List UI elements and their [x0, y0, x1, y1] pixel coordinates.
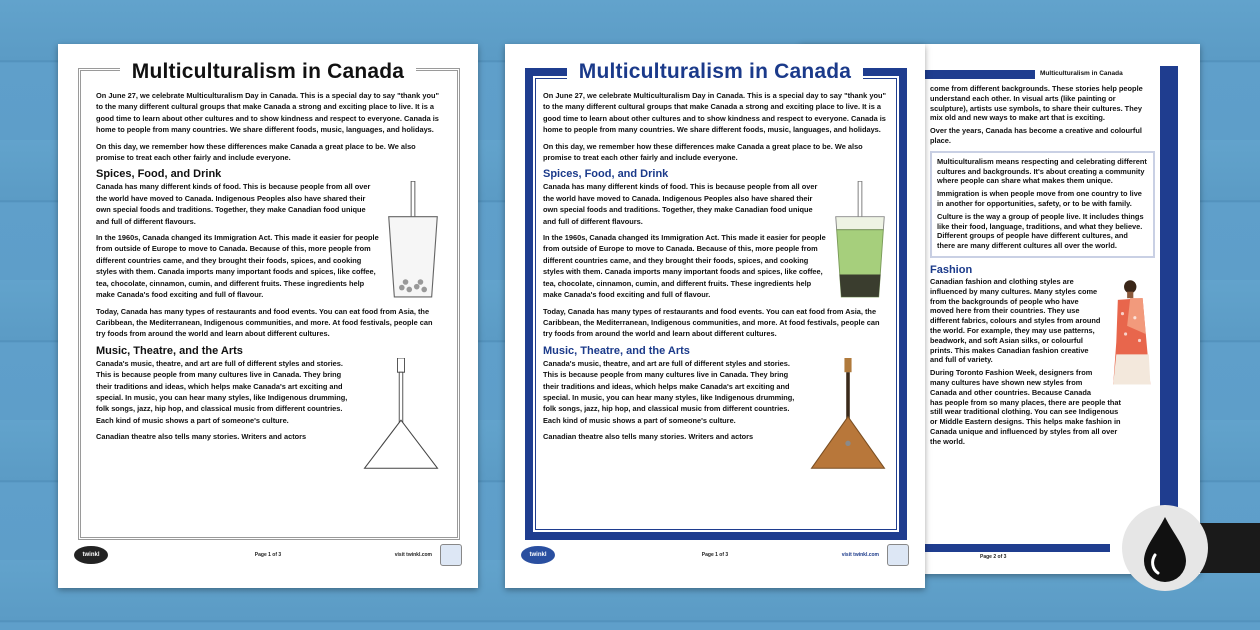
ink-saver-badge	[1122, 505, 1208, 591]
worksheet-page-1-bw	[58, 44, 478, 588]
page-title	[58, 60, 478, 84]
section-heading: Music, Theatre, and the Arts	[96, 344, 243, 357]
paragraph: Canadian theatre also tells many stories. Writers and actors	[96, 432, 307, 442]
page-text	[543, 90, 888, 474]
paragraph: Over the years, Canada has become a creative and colourful place.	[930, 126, 1142, 145]
paragraph: Canada has many different kinds of food. This is because people from all over the world have moved to Canada. Indigenous Peoples also have shared their own special foods and traditions. Together, they make Canadian food unique and full of different flavours.	[543, 182, 818, 226]
section-heading: Fashion	[930, 263, 973, 276]
running-title: Multiculturalism in Canada	[1040, 70, 1123, 77]
twinkl-logo: twinkl	[521, 546, 555, 564]
paragraph: Today, Canada has many types of restaurants and food events. You can eat food from Asia, the Caribbean, the Mediterranean, Indigenous communities, and more. At food festivals, people can try foods from around the world and learn about different cultures.	[96, 306, 433, 339]
balalaika-image	[361, 358, 441, 470]
section-heading: Spices, Food, and Drink	[543, 168, 669, 181]
worksheet-page-1-colour	[505, 44, 925, 588]
page-text	[96, 90, 441, 474]
sari-woman-image	[1107, 277, 1155, 387]
paragraph: In the 1960s, Canada changed its Immigration Act. This made it easier for people from outside of Europe to move to Canada. Because of this, more people from different countries came, and they brought their foods, spices, and cooking styles with them. Canada imports many important foods and spices, like coffee, tea, chocolate, cinnamon, cumin, and different fruits. These ingredients help make Canada's food exciting and full of flavour.	[543, 233, 826, 300]
title-text: Multiculturalism in Canada	[120, 60, 416, 83]
paragraph: On this day, we remember how these differences make Canada a great place to be. We also promise to treat each other fairly and include everyone.	[96, 141, 416, 163]
paragraph: Canada's music, theatre, and art are full of different styles and stories. This is because people from many cultures live in Canada. They bring their traditions and ideas, which helps make Canada's art exciting and special. In music, you can hear many styles, like Indigenous drumming, folk songs, jazz, hip hop, and classical music from different countries. Each kind of music shows a part of someone's culture.	[543, 358, 795, 425]
paragraph: Canadian theatre also tells many stories. Writers and actors	[543, 432, 754, 442]
page-2-text	[930, 84, 1155, 450]
definitions-box	[930, 151, 1155, 258]
website-link[interactable]: visit twinkl.com	[841, 552, 879, 558]
footer	[58, 544, 478, 568]
page-number: Page 1 of 3	[254, 552, 282, 558]
footer-bar	[925, 544, 1110, 552]
balalaika-image	[808, 358, 888, 470]
twinkl-logo: twinkl	[74, 546, 108, 564]
quality-seal-icon	[887, 544, 909, 566]
header-bar	[925, 70, 1035, 79]
definition: Multiculturalism means respecting and celebrating different cultures and backgrounds. It's about creating a community where people can share what makes them unique.	[937, 156, 1147, 186]
paragraph: Canada has many different kinds of food. This is because people from all over the world have moved to Canada. Indigenous Peoples also have shared their own special foods and traditions. Together, they make Canadian food unique and full of different flavours.	[96, 182, 371, 226]
side-bar	[1160, 66, 1178, 544]
page-title	[505, 60, 925, 84]
bubble-tea-image	[832, 181, 888, 299]
definition: Culture is the way a group of people live. It includes things like their food, language, traditions, and what they believe. Different groups of people have different cultures, and there are many different cultures all over the world.	[937, 211, 1144, 251]
paragraph: On June 27, we celebrate Multiculturalism Day in Canada. This is a special day to say "thank you" to the many different cultural groups that make Canada a strong and exciting place to live. It is a good time to learn about other cultures and to show kindness and respect to everyone. Canada is home to people from many countries. We share different foods, music, languages, and holidays.	[96, 91, 439, 135]
bubble-tea-image	[385, 181, 441, 299]
paragraph: During Toronto Fashion Week, designers from many cultures have shown new styles from Canada and other countries. Because Canada has people from so many places, there are people that still wear traditional clothing. You can see Indigenous or Middle Eastern designs. This helps make fashion in Canada unique and influenced by styles from all over the world.	[930, 368, 1121, 446]
footer	[980, 554, 1006, 578]
footer	[505, 544, 925, 568]
website-link[interactable]: visit twinkl.com	[394, 552, 432, 558]
paragraph: come from different backgrounds. These stories help people understand each other. In visual arts (like painting or sculpture), artists use symbols, to share their cultures. They mix old and new ways to make art that is exciting.	[930, 84, 1143, 123]
paragraph: Today, Canada has many types of restaurants and food events. You can eat food from Asia, the Caribbean, the Mediterranean, Indigenous communities, and more. At food festivals, people can try foods from around the world and learn about different cultures.	[543, 306, 880, 339]
ink-drop-icon	[1122, 505, 1208, 591]
quality-seal-icon	[440, 544, 462, 566]
paragraph: In the 1960s, Canada changed its Immigration Act. This made it easier for people from outside of Europe to move to Canada. Because of this, more people from different countries came, and they brought their foods, spices, and cooking styles with them. Canada imports many important foods and spices, like coffee, tea, chocolate, cinnamon, cumin, and different fruits. These ingredients help make Canada's food exciting and full of flavour.	[96, 233, 379, 300]
page-number: Page 2 of 3	[980, 554, 1007, 560]
paragraph: Canada's music, theatre, and art are full of different styles and stories. This is because people from many cultures live in Canada. They bring their traditions and ideas, which helps make Canada's art exciting and special. In music, you can hear many styles, like Indigenous drumming, folk songs, jazz, hip hop, and classical music from different countries. Each kind of music shows a part of someone's culture.	[96, 358, 348, 425]
paragraph: On this day, we remember how these differences make Canada a great place to be. We also promise to treat each other fairly and include everyone.	[543, 141, 863, 163]
page-number: Page 1 of 3	[701, 552, 729, 558]
definition: Immigration is when people move from one country to live in another for opportunities, safety, or to be with family.	[937, 189, 1142, 208]
paragraph: Canadian fashion and clothing styles are influenced by many cultures. Many styles come from the backgrounds of people who have moved here from their countries. They use different fabrics, colours and styles from around the world. For example, they may use patterns, beadwork, and soft Asian silks, or colourful prints. This makes Canadian fashion creative and full of variety.	[930, 276, 1101, 365]
section-heading: Spices, Food, and Drink	[96, 168, 222, 181]
paragraph: On June 27, we celebrate Multiculturalism Day in Canada. This is a special day to say "thank you" to the many different cultural groups that make Canada a strong and exciting place to live. It is a good time to learn about other cultures and to show kindness and respect to everyone. Canada is home to people from many countries. We share different foods, music, languages, and holidays.	[543, 91, 886, 135]
title-text: Multiculturalism in Canada	[567, 60, 863, 83]
section-heading: Music, Theatre, and the Arts	[543, 344, 690, 357]
